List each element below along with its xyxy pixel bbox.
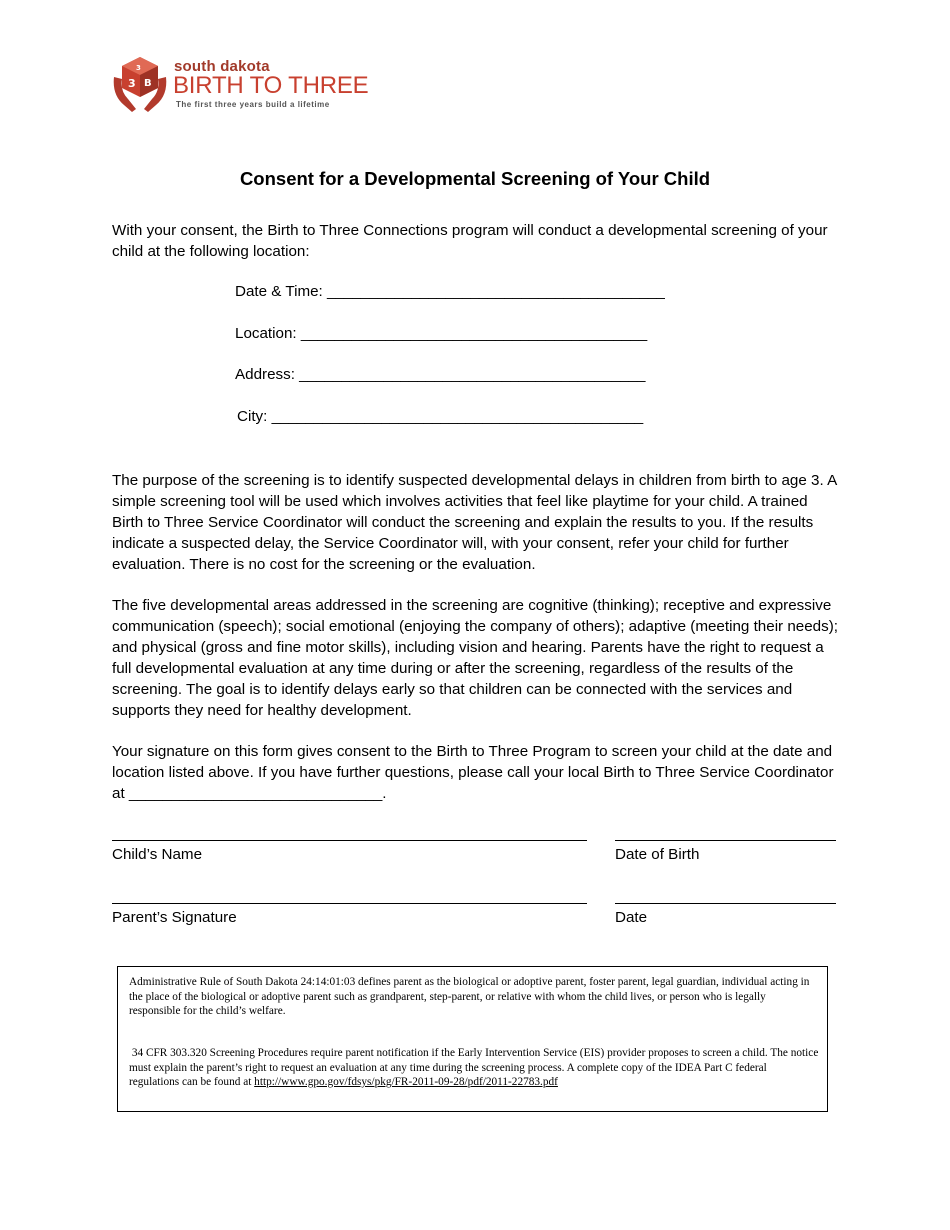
svg-text:B: B <box>144 78 152 89</box>
address-blank: _________________________________________ <box>299 366 646 383</box>
location-field[interactable] <box>235 325 647 342</box>
city-blank: ____________________________________________ <box>271 408 644 425</box>
date-time-label: Date & Time: <box>235 283 323 300</box>
date-time-field[interactable] <box>235 283 665 300</box>
date-of-birth-label: Date of Birth <box>615 846 700 863</box>
parent-definition-note: Administrative Rule of South Dakota 24:14:01:03 defines parent as the biological or adoptive parent, foster parent, legal guardian, individual acting in the place of the biological or adoptive parent such as grandparent, step-parent, or relative with whom the child lives, or person who is legally responsible for the child’s welfare. <box>129 976 810 1017</box>
address-label: Address: <box>235 366 295 383</box>
cfr-screening-note <box>129 1046 819 1090</box>
parent-signature-label: Parent’s Signature <box>112 909 237 926</box>
regulations-link[interactable]: http://www.gpo.gov/fdsys/pkg/FR-2011-09-28/pdf/2011-22783.pdf <box>254 1076 558 1088</box>
location-blank: _________________________________________ <box>300 325 648 342</box>
date-time-blank: ________________________________________ <box>327 283 665 300</box>
logo-tagline: The first three years build a lifetime <box>176 100 330 109</box>
parent-signature-line[interactable] <box>112 903 587 904</box>
date-of-birth-line[interactable] <box>615 840 836 841</box>
city-field[interactable] <box>237 408 643 425</box>
hands-block-icon <box>110 55 170 115</box>
svg-text:3: 3 <box>128 77 136 90</box>
location-label: Location: <box>235 325 297 342</box>
intro-paragraph: With your consent, the Birth to Three Connections program will conduct a developmental screening of your child at the following location: <box>112 222 828 260</box>
logo-state: south dakota <box>174 58 270 75</box>
document-title: Consent for a Developmental Screening of Your Child <box>239 168 711 189</box>
logo-program-name: BIRTH TO THREE <box>173 72 369 99</box>
child-name-line[interactable] <box>112 840 587 841</box>
address-field[interactable] <box>235 366 645 383</box>
signature-consent-paragraph: Your signature on this form gives consent to the Birth to Three Program to screen your child at the date and location listed above. If you have further questions, please call your local Birth to Three Service Coordinator at ______________________________. <box>112 743 834 802</box>
date-label: Date <box>615 909 648 926</box>
program-logo <box>110 55 369 117</box>
svg-text:3: 3 <box>136 64 141 72</box>
child-name-label: Child’s Name <box>112 846 203 863</box>
developmental-areas-paragraph: The five developmental areas addressed in the screening are cognitive (thinking); receptive and expressive communication (speech); social emotional (enjoying the company of others); adaptive (meeting their needs); and physical (gross and fine motor skills), including vision and hearing. Parents have the right to request a full developmental evaluation at any time during or after the screening, regardless of the results of the screening. The goal is to identify delays early so that children can be connected with the services and supports they need for healthy development. <box>112 597 838 719</box>
city-label: City: <box>237 408 268 425</box>
cfr-note-text: 34 CFR 303.320 Screening Procedures require parent notification if the Early Intervention Service (EIS) provider proposes to screen a child. The notice must explain the parent’s right to request an evaluation at any time during the screening process. A complete copy of the IDEA Part C federal regulations can be found at <box>129 1047 819 1088</box>
date-line[interactable] <box>615 903 836 904</box>
legal-notes-box <box>117 966 828 1112</box>
purpose-paragraph: The purpose of the screening is to identify suspected developmental delays in children from birth to age 3. A simple screening tool will be used which involves activities that feel like playtime for your child. A trained Birth to Three Service Coordinator will conduct the screening and explain the results to you. If the results indicate a suspected delay, the Service Coordinator will, with your consent, refer your child for further evaluation. There is no cost for the screening or the evaluation. <box>112 472 837 573</box>
